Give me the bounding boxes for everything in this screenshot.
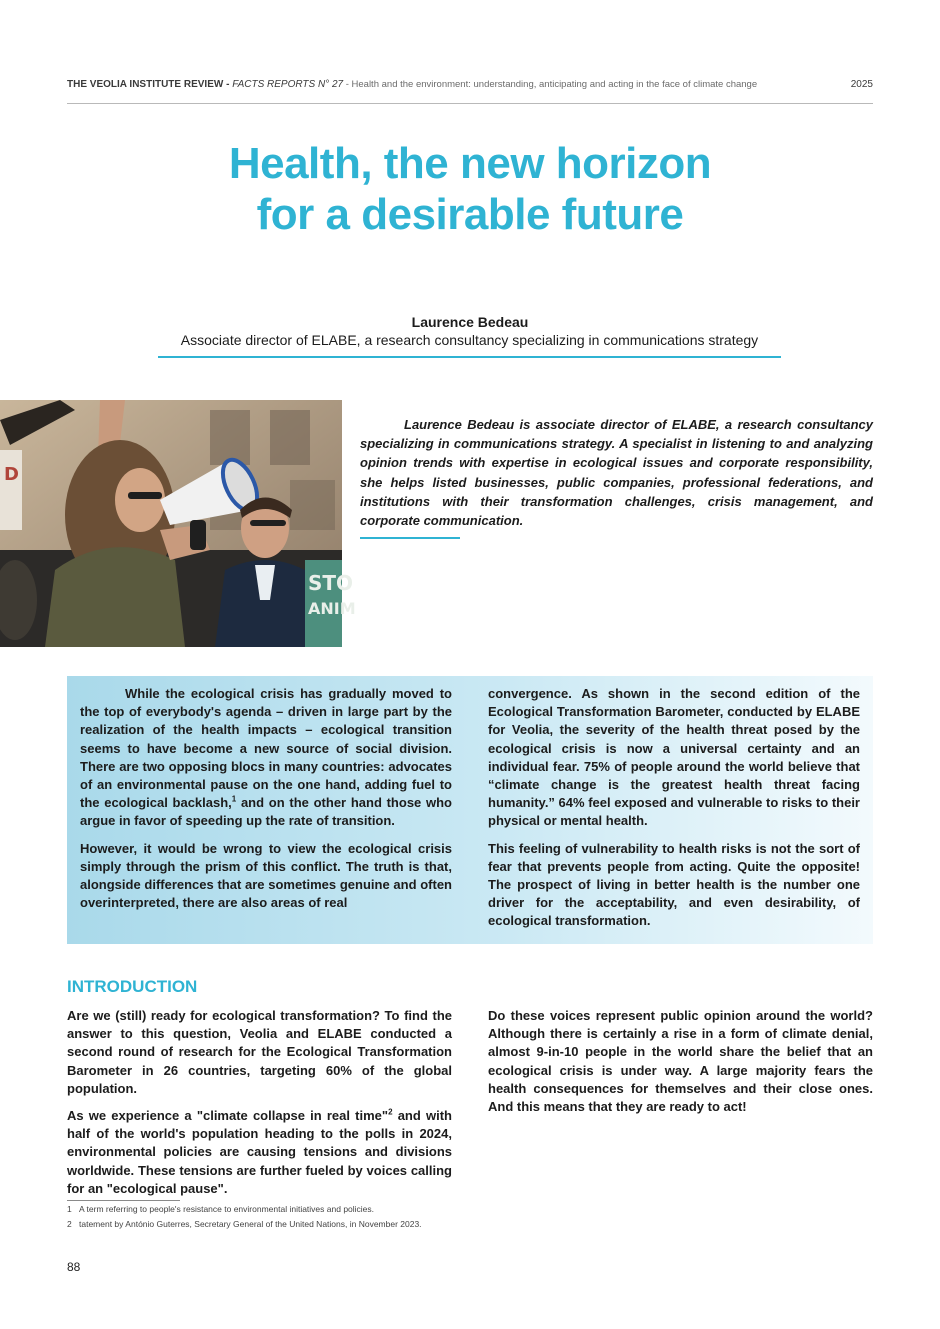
issue-subtitle: - Health and the environment: understanding, anticipating and acting in the face of climate change [343,79,758,90]
article-title [0,138,940,240]
author-role: Associate director of ELABE, a research consultancy specializing in communications strategy [158,332,781,358]
footnote-ref-2: 2 [388,1107,393,1117]
abstract-paragraph-1 [80,685,452,831]
footnote-number: 1 [67,1204,72,1214]
abstract-box [67,676,873,944]
abstract-paragraph-3: This feeling of vulnerability to health risks is not the sort of fear that prevents people from acting. Quite the opposite! The prospect of living in better health is the number one driver for the acceptability, and even desirability, of ecological transformation. [488,840,860,929]
protest-photo-illustration [0,400,356,647]
author-bio: Laurence Bedeau is associate director of ELABE, a research consultancy specializing in communications strategy. A specialist in listening to and analyzing opinion trends with expertise in ecological issues and corporate responsibility, she helps listed businesses, public companies, professional federations, and institutions with their transformation challenges, crisis management, and corporate communication. [360,417,873,529]
footnote-text: A term referring to people's resistance to environmental initiatives and policies. [79,1204,375,1214]
author-name: Laurence Bedeau [411,314,529,330]
title-line-1: Health, the new horizon [228,139,712,188]
issue-year: 2025 [850,79,873,90]
introduction-paragraph-3: Do these voices represent public opinion around the world? Although there is certainly a rise in a form of climate denial, almost 9-in-10 people in the world share the belief that an ecological crisis is under way. A large majority fears the health consequences for themselves and their close ones. And this means that they are ready to act! [488,1008,873,1115]
intro-p2-text-cont: and with half of the world's population heading to the polls in 2024, environmental policies are causing tensions and divisions worldwide. These tensions are further fueled by voices calling for an "ecological pause". [67,1108,452,1196]
footnote-2 [67,1219,467,1231]
abstract-p1-text-cont: and on the other hand those who argue in favor of speeding up the rate of transition. [80,795,452,829]
abstract-p1-text: While the ecological crisis has gradually moved to the top of everybody's agenda – driven in large part by the realization of the health impacts – ecological transition seems to have become a new source of social division. There are two opposing blocs in many countries: advocates of an environmental pause on the one hand, adding fuel to the ecological backlash, [80,686,452,811]
sign-text-2: ANIM [308,599,356,618]
page-number: 88 [67,1260,81,1274]
introduction-paragraph-1: Are we (still) ready for ecological transformation? To find the answer to this question, Veolia and ELABE conducted a second round of research for the Ecological Transformation Barometer in 26 countries, targeting 60% of the global population. [67,1008,452,1096]
introduction-column-1 [67,1007,452,1207]
publication-name: THE VEOLIA INSTITUTE REVIEW - [67,79,233,90]
footnote-number: 2 [67,1218,72,1229]
title-line-2: for a desirable future [256,190,684,239]
footnotes [67,1204,467,1233]
protest-photo [0,400,356,647]
abstract-paragraph-2-part-1: However, it would be wrong to view the ecological crisis simply through the prism of this conflict. The truth is that, alongside differences that are sometimes genuine and often overinterpreted, there are also areas of real [80,840,452,911]
introduction-column-2 [488,1007,873,1125]
series-name: FACTS REPORTS N° 27 [232,79,344,90]
introduction-paragraph-2 [67,1107,452,1198]
footnote-ref-1: 1 [231,794,237,804]
footnote-divider [67,1200,180,1201]
abstract-column-1 [80,685,452,921]
footnote-text: tatement by António Guterres, Secretary General of the United Nations, in November 2023. [79,1218,422,1229]
footnote-1 [67,1204,467,1216]
intro-p2-text: As we experience a "climate collapse in real time" [67,1108,389,1124]
introduction-heading: INTRODUCTION [67,977,198,996]
running-header [67,79,873,104]
svg-text:D: D [4,464,19,485]
sign-text-1: STO [308,571,354,595]
abstract-column-2 [488,685,860,940]
abstract-paragraph-2-part-2: convergence. As shown in the second edition of the Ecological Transformation Barometer, conducted by ELABE for Veolia, the severity of the health threat posed by the ecological crisis is now a universal certainty and an individual fear. 75% of people around the world believe that “climate change is the greatest health threat facing humanity.” 64% feel exposed and vulnerable to risks to their physical or mental health. [488,686,860,829]
bio-divider [360,537,460,539]
